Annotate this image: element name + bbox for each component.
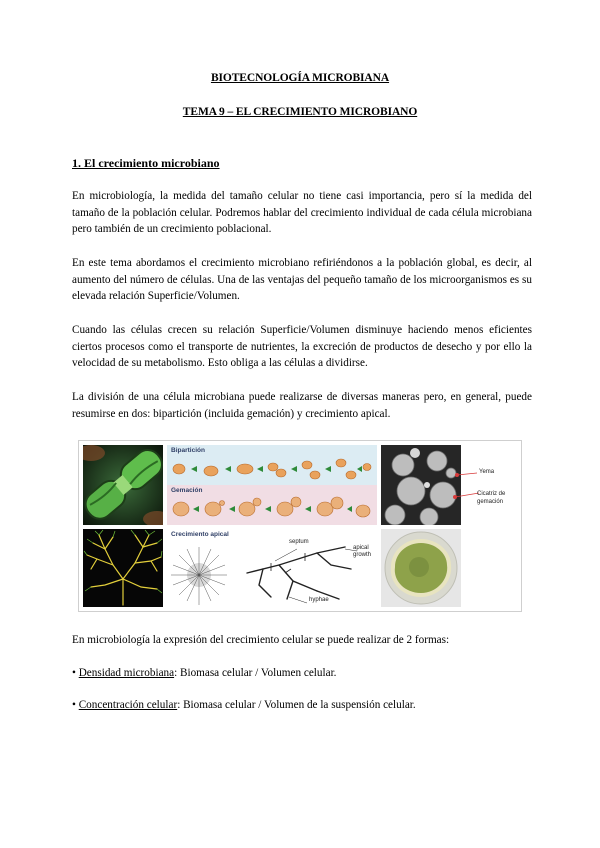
bullet-text: : Biomasa celular / Volumen celular. [174, 667, 337, 679]
paragraph-1: En microbiología, la medida del tamaño celular no tiene casi importancia, pero sí la medida del tamaño de la población celular. Podremos hablar del crecimiento individual de cada célula microbiana pero también de un crecimiento poblacional. [72, 190, 532, 235]
section-heading: 1. El crecimiento microbiano [72, 156, 220, 170]
paragraph-4: La división de una célula microbiana puede realizarse de diversas maneras pero, en general, puede resumirse en dos: bipartición (incluida gemación) y crecimiento apical. [72, 391, 532, 420]
cicatriz-label-2: gemación [477, 499, 504, 505]
subject-title: BIOTECNOLOGÍA MICROBIANA [210, 72, 390, 84]
paragraph-2: En este tema abordamos el crecimiento microbiano refiriéndonos a la población global, es decir, al aumento del número de células. Una de las ventajas del pequeño tamaño de los microorganismos es su elevada relación Superficie/Volumen. [72, 257, 532, 302]
gemacion-label: Gemación [171, 487, 203, 494]
paragraph-after-figure: En microbiología la expresión del crecimiento celular se puede realizar de 2 formas: [72, 634, 450, 646]
bullet-marker: • [72, 667, 76, 679]
biparticion-band [167, 445, 377, 485]
bullet-text: : Biomasa celular / Volumen de la suspensión celular. [177, 699, 416, 711]
yeast-pointer-lines [449, 445, 521, 525]
bullet-item-densidad [72, 667, 336, 679]
apical-growth-diagram [167, 529, 377, 607]
bullet-term: Concentración celular [78, 699, 178, 711]
gemacion-band [167, 485, 377, 525]
bullet-marker: • [72, 699, 76, 711]
bacteria-division-micrograph [83, 445, 163, 525]
apical-growth-label-1: apical [353, 545, 369, 551]
cell-division-figure [78, 440, 522, 612]
septum-label: septum [289, 539, 309, 545]
apical-label: Crecimiento apical [171, 531, 229, 538]
topic-title: TEMA 9 – EL CRECIMIENTO MICROBIANO [182, 106, 418, 118]
apical-growth-label-2: growth [353, 552, 372, 558]
mycelium-micrograph [83, 529, 163, 607]
biparticion-label: Bipartición [171, 447, 205, 454]
hyphae-label: hyphae [309, 597, 329, 603]
yema-label: Yema [479, 469, 495, 475]
cicatriz-label-1: Cicatriz de [477, 491, 506, 497]
fungal-colony-petri-dish [381, 529, 461, 607]
bullet-item-concentracion [72, 699, 416, 711]
paragraph-3: Cuando las células crecen su relación Superficie/Volumen disminuye haciendo menos eficientes ciertos procesos como el transporte de nutrientes, la excreción de productos de desecho y por ello la velocidad de su metabolismo. Esto obliga a las células a dividirse. [72, 324, 532, 369]
bullet-term: Densidad microbiana [78, 667, 175, 679]
